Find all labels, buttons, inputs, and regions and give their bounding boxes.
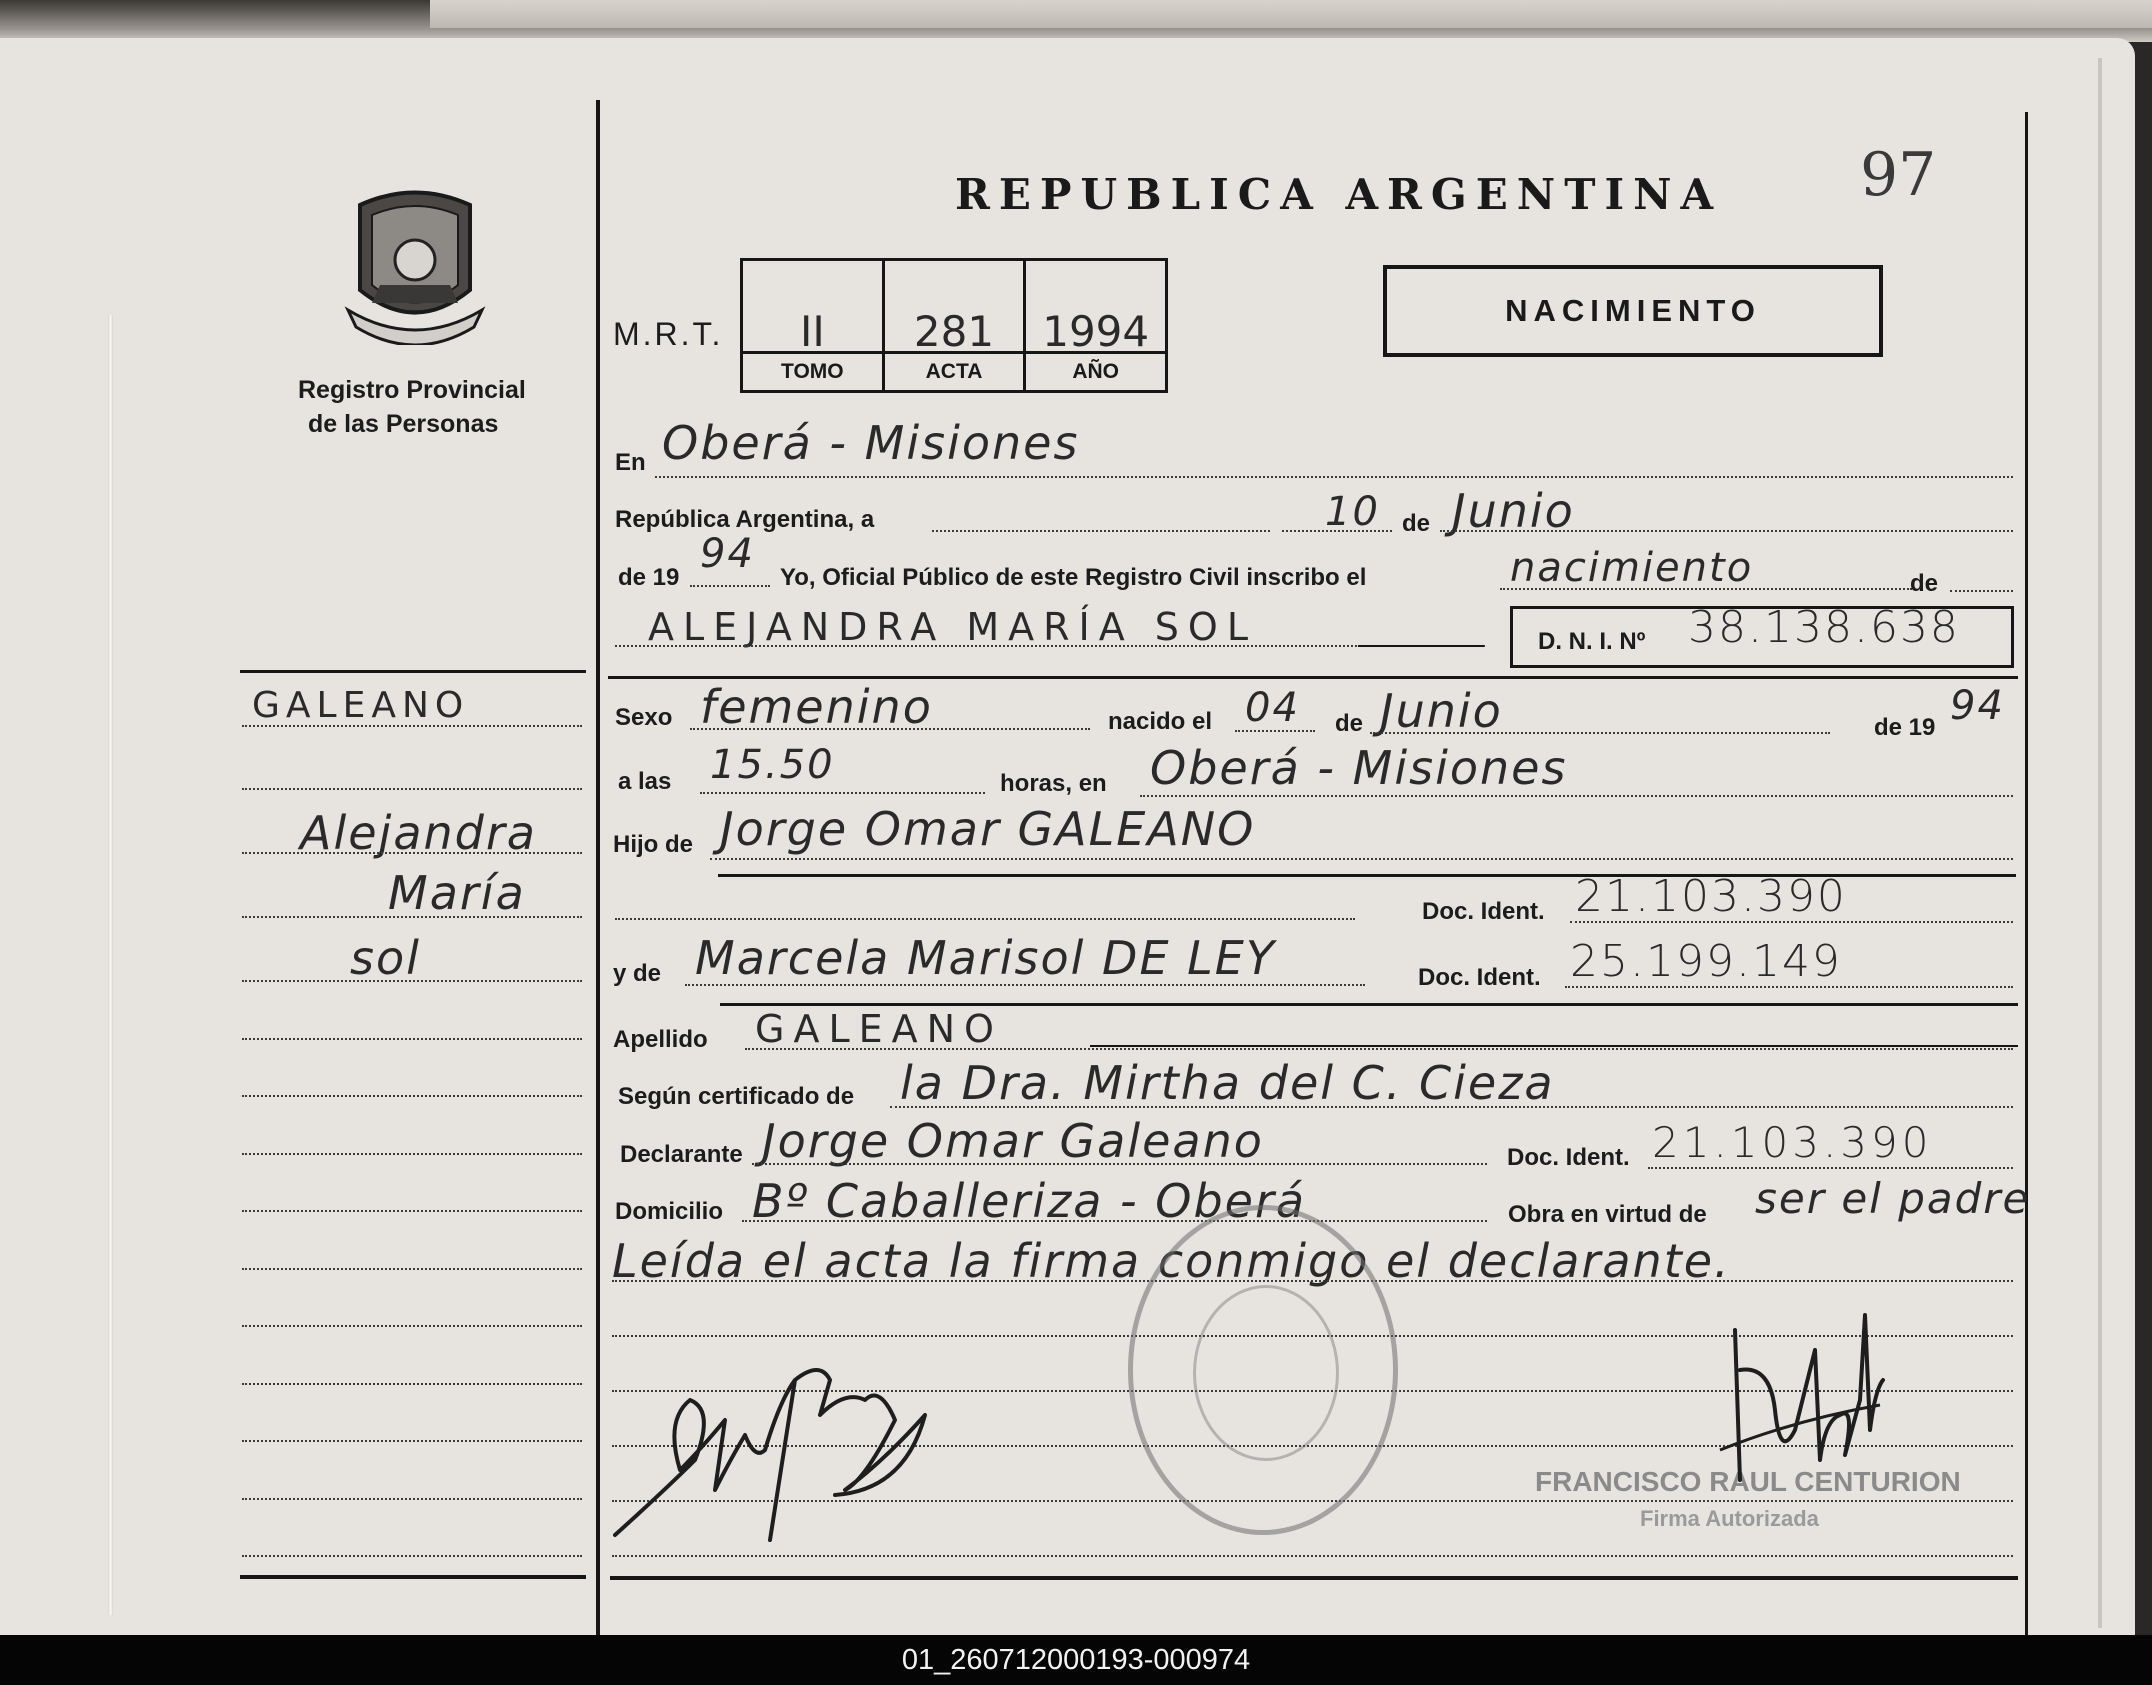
sheet-edge [2098, 58, 2102, 1628]
date-line-a [932, 530, 1270, 532]
domicilio-label: Domicilio [615, 1198, 724, 1225]
margin-line [242, 1268, 582, 1270]
dni-label: D. N. I. Nº [1538, 628, 1646, 655]
margin-bottom-rule [240, 1575, 586, 1579]
ano-value: 1994 [1042, 307, 1150, 356]
margin-line [242, 1498, 582, 1500]
official-signature-icon [1715, 1310, 1885, 1495]
tomo-acta-ano-table [740, 258, 1168, 393]
declarante-line [752, 1163, 1487, 1165]
registration-day: 10 [1325, 489, 1380, 535]
margin-line [242, 1038, 582, 1040]
sexo-label: Sexo [615, 704, 673, 731]
registry-name-line1: Registro Provincial [298, 376, 526, 404]
mother-doc-value: 25.199.149 [1570, 936, 1842, 987]
declarante-label: Declarante [620, 1141, 743, 1168]
closing-text: Leída el acta la firma conmigo el declarante. [612, 1234, 1731, 1288]
page-number: 97 [1860, 140, 1937, 210]
country-title: REPUBLICA ARGENTINA [955, 170, 1723, 219]
margin-line [242, 1440, 582, 1442]
paper-fold [108, 315, 113, 1615]
event-value: nacimiento [1510, 545, 1754, 591]
margin-line [242, 1095, 582, 1097]
event-line-end [1950, 590, 2013, 592]
nacido-label: nacido el [1108, 708, 1213, 735]
registration-year: 94 [700, 531, 755, 577]
birth-year: 94 [1950, 683, 2005, 729]
acta-value: 281 [913, 307, 995, 356]
margin-line [242, 980, 582, 982]
domicilio-line [742, 1220, 1487, 1222]
mother-line [685, 984, 1365, 986]
section-rule-2 [720, 1003, 2018, 1006]
acta-cell [885, 261, 1027, 390]
apellido-value: GALEANO [755, 1007, 1003, 1051]
provincia-emblem-icon [340, 185, 490, 345]
domicilio-value: Bº Caballeriza - Oberá [752, 1174, 1307, 1228]
mother-name: Marcela Marisol DE LEY [695, 931, 1276, 985]
horas-label: horas, en [1000, 770, 1107, 797]
declarante-doc-value: 21.103.390 [1652, 1118, 1933, 1167]
margin-line [242, 1210, 582, 1212]
ano-cell [1026, 261, 1165, 390]
father-doc-line-a [615, 918, 1355, 920]
year-line [690, 585, 770, 587]
margin-top-rule [240, 670, 586, 673]
sexo-value: femenino [700, 680, 933, 734]
margin-line [242, 916, 582, 918]
full-name-value: ALEJANDRA MARÍA SOL [648, 605, 1258, 649]
dni-value: 38.138.638 [1688, 602, 1960, 653]
birth-month: Junio [1380, 684, 1503, 738]
birth-day-line [1235, 730, 1315, 732]
event-line [1500, 588, 1912, 590]
registry-seal [1128, 1205, 1398, 1535]
de-label-3: de [1335, 710, 1364, 737]
father-name: Jorge Omar GALEANO [720, 802, 1256, 856]
full-name-underline [1358, 645, 1484, 647]
father-doc-value: 21.103.390 [1575, 871, 1847, 922]
official-stamp-name: FRANCISCO RAUL CENTURION [1535, 1466, 1961, 1497]
blank-line [612, 1555, 2013, 1557]
margin-line [242, 852, 582, 854]
margin-line [242, 1325, 582, 1327]
a-las-label: a las [618, 768, 672, 795]
bottom-rule [610, 1576, 2018, 1580]
birth-place-line [1140, 795, 2013, 797]
declarante-doc-label: Doc. Ident. [1507, 1144, 1630, 1171]
obra-value: ser el padre [1755, 1174, 2031, 1223]
tomo-cell [743, 261, 885, 390]
section-rule-1 [608, 676, 2018, 679]
y-de-label: y de [613, 960, 662, 987]
official-stamp-title: Firma Autorizada [1640, 1506, 1819, 1531]
sexo-line [690, 728, 1090, 730]
father-doc-label: Doc. Ident. [1422, 898, 1545, 925]
en-label: En [615, 449, 646, 476]
apellido-rule [1090, 1045, 2018, 1047]
certificado-value: la Dra. Mirtha del C. Cieza [900, 1056, 1555, 1110]
place-value: Oberá - Misiones [662, 416, 1080, 470]
apellido-line [745, 1048, 2013, 1050]
margin-given-name-3: sol [350, 931, 421, 985]
republica-label: República Argentina, a [615, 506, 875, 533]
year-prefix-label: de 19 [618, 564, 680, 591]
obra-label: Obra en virtud de [1508, 1201, 1707, 1228]
official-text: Yo, Oficial Público de este Registro Civil inscribo el [780, 564, 1367, 591]
segun-label: Según certificado de [618, 1083, 855, 1110]
birth-time-line [700, 792, 985, 794]
de-19-label: de 19 [1874, 714, 1936, 741]
place-line [655, 476, 2013, 478]
margin-surname: GALEANO [252, 685, 470, 726]
date-line-b [1282, 530, 1392, 532]
registry-name-line2: de las Personas [308, 410, 499, 438]
birth-time: 15.50 [710, 742, 835, 788]
de-label-2: de [1910, 570, 1939, 597]
birth-day: 04 [1245, 685, 1300, 731]
margin-line [242, 788, 582, 790]
margin-line [242, 1555, 582, 1557]
tomo-label: TOMO [743, 351, 882, 390]
date-line-c [1440, 530, 2013, 532]
record-type-box: NACIMIENTO [1383, 265, 1883, 357]
ano-label: AÑO [1026, 351, 1165, 390]
mother-doc-line [1565, 986, 2013, 988]
declarante-value: Jorge Omar Galeano [762, 1114, 1264, 1168]
father-line [710, 858, 2013, 860]
declarant-signature-icon [605, 1340, 945, 1550]
full-name-line [615, 645, 1485, 647]
left-column-rule [596, 100, 600, 1635]
certificado-line [890, 1106, 2013, 1108]
margin-line [242, 725, 582, 727]
right-border-rule [2025, 112, 2028, 1635]
de-label: de [1402, 510, 1431, 537]
registry-code: M.R.T. [613, 316, 724, 352]
apellido-label: Apellido [613, 1026, 708, 1053]
tomo-value: II [799, 307, 825, 356]
hijo-label: Hijo de [613, 831, 694, 858]
registration-month: Junio [1452, 484, 1575, 538]
margin-given-name-1: Alejandra [300, 806, 537, 860]
father-doc-line-b [1570, 921, 2013, 923]
binder-edge [430, 0, 2152, 28]
declarante-doc-line [1648, 1167, 2013, 1169]
mother-doc-label: Doc. Ident. [1418, 964, 1541, 991]
document-id-footer: 01_260712000193-000974 [0, 1635, 2152, 1685]
birth-month-line [1370, 732, 1830, 734]
acta-label: ACTA [885, 351, 1024, 390]
margin-line [242, 1383, 582, 1385]
margin-given-name-2: María [388, 866, 526, 920]
margin-line [242, 1153, 582, 1155]
birth-place: Oberá - Misiones [1150, 741, 1568, 795]
